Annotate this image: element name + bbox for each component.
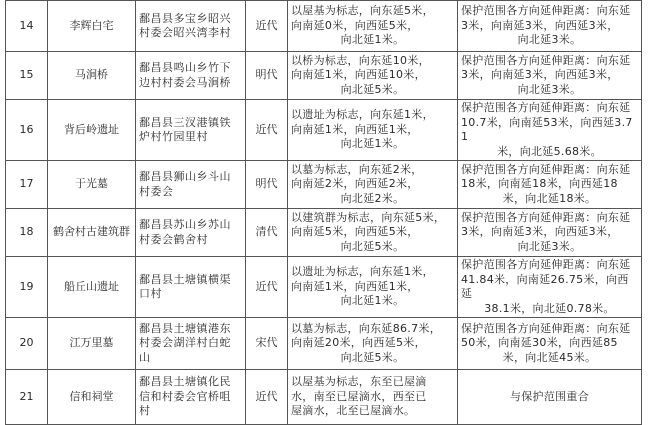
boundary-range [288,257,458,318]
protection-range [458,257,642,318]
protection-line: 50米，向南延30米，向西延85 [461,336,618,350]
site-location: 鄱昌县苏山乡苏山村委会鹤舍村 [136,209,246,257]
protection-line: 向北延3米。 [517,82,582,96]
protection-line: 保护范围各方向延伸距离：向东延 [461,321,631,335]
range-line: 以桥为标志，向东延10米， [291,53,430,67]
protection-line: 米，向北延5.68米。 [497,144,602,158]
row-number: 20 [6,318,48,370]
range-line: 向南延20米，向西延5米， [291,336,426,350]
table-row [6,257,642,318]
boundary-range [288,100,458,161]
protection-line: 10.7米，向南延53米，向西延3.71 [461,115,633,143]
protection-line: 3米，向南延3米，向西延3米， [461,225,619,239]
protection-line: 与保护范围重合 [509,389,590,403]
range-line: 屋滴水，北至已屋滴水。 [291,404,416,418]
site-location: 鄱昌县土塘镇化民信和村委会官桥咀村 [136,370,246,425]
row-number: 15 [6,52,48,100]
boundary-range [288,318,458,370]
range-line: 向北延1米。 [340,294,405,308]
site-era: 近代 [246,370,288,425]
range-line: 向北延1米。 [340,137,405,151]
range-line: 向南延5米，向西延5米， [291,225,419,239]
site-name: 信和祠堂 [48,370,136,425]
table-row [6,52,642,100]
protection-line: 38.1米，向北延0.78米。 [484,301,615,315]
site-location: 鄱昌县鸣山乡竹下边村村委会马涧桥 [136,52,246,100]
protection-range [458,318,642,370]
boundary-range [288,1,458,52]
protection-line: 保护范围各方向延伸距离：向东延 [461,4,631,18]
protection-range [458,52,642,100]
range-line: 水，南至已屋滴水，西至已 [291,389,427,403]
site-name: 江万里墓 [48,318,136,370]
range-line: 以墓为标志，向东延86.7米， [291,321,441,335]
range-line: 向北延2米。 [340,191,405,205]
row-number: 19 [6,257,48,318]
table-row [6,161,642,209]
site-name: 鹤舍村古建筑群 [48,209,136,257]
range-line: 向南延1米，向西延1米， [291,279,419,293]
site-location: 鄱昌县狮山乡斗山村委会 [136,161,246,209]
site-location: 鄱昌县土塘镇横渠口村 [136,257,246,318]
site-era: 近代 [246,257,288,318]
boundary-range [288,370,458,425]
protection-range [458,370,642,425]
site-era: 近代 [246,100,288,161]
boundary-range [288,161,458,209]
range-line: 向南延0米，向西延5米， [291,18,419,32]
protection-line: 向北延3米。 [517,239,582,253]
site-name: 李辉白宅 [48,1,136,52]
range-line: 向南延2米，向西延2米， [291,177,419,191]
protection-line: 保护范围各方向延伸距离：向东延 [461,101,631,114]
range-line: 向北延1米。 [340,33,405,47]
site-era: 宋代 [246,318,288,370]
row-number: 17 [6,161,48,209]
site-era: 明代 [246,161,288,209]
range-line: 以墓为标志，向东延2米， [291,162,423,176]
site-name: 背后岭遗址 [48,100,136,161]
site-era: 清代 [246,209,288,257]
table-row [6,100,642,161]
table-row [6,318,642,370]
protection-line: 向北延3米。 [517,33,582,47]
protection-line: 米，向北延18米。 [502,191,597,205]
range-line: 以遗址为标志，向东延1米， [291,108,434,122]
range-line: 以屋基为标志，向东延5米， [291,4,434,18]
protection-range [458,161,642,209]
range-line: 以屋基为标志，东至已屋滴 [291,375,427,389]
protection-range [458,100,642,161]
site-name: 船丘山遗址 [48,257,136,318]
range-line: 向北延5米。 [340,239,405,253]
site-era: 近代 [246,1,288,52]
site-name: 马涧桥 [48,52,136,100]
protection-line: 3米，向南延3米，向西延3米， [461,18,619,32]
row-number: 16 [6,100,48,161]
range-line: 向北延5米。 [340,82,405,96]
protection-line: 保护范围各方向延伸距离：向东延 [461,210,631,224]
site-location: 鄱昌县多宝乡昭兴村委会昭兴湾李村 [136,1,246,52]
boundary-range [288,209,458,257]
range-line: 向南延1米，向西延10米， [291,68,426,82]
protection-range [458,209,642,257]
row-number: 21 [6,370,48,425]
protection-line: 3米，向南延3米，向西延3米， [461,68,619,82]
protection-line: 41.84米，向南延26.75米，向西延 [461,272,629,300]
table-row [6,1,642,52]
site-era: 明代 [246,52,288,100]
table-row [6,209,642,257]
site-location: 鄱昌县土塘镇港东村委会湖洋村白蛇山 [136,318,246,370]
site-location: 鄱昌县三汊港镇铁炉村竹园里村 [136,100,246,161]
site-name: 于光墓 [48,161,136,209]
range-line: 向南延1米，向西延1米， [291,122,419,136]
row-number: 18 [6,209,48,257]
range-line: 向北延5米。 [340,350,405,364]
range-line: 以建筑群为标志，向东延5米， [291,210,446,224]
protection-line: 保护范围各方向延伸距离：向东延 [461,53,631,67]
table-row [6,370,642,425]
heritage-table [5,0,642,425]
row-number: 14 [6,1,48,52]
protection-line: 米，向北延45米。 [502,350,597,364]
boundary-range [288,52,458,100]
protection-range [458,1,642,52]
protection-line: 保护范围各方向延伸距离：向东延 [461,162,631,176]
range-line: 以遗址为标志，向东延1米， [291,265,434,279]
protection-line: 18米，向南延18米，向西延18 [461,177,618,191]
protection-line: 保护范围各方向延伸距离：向东延 [461,258,631,271]
